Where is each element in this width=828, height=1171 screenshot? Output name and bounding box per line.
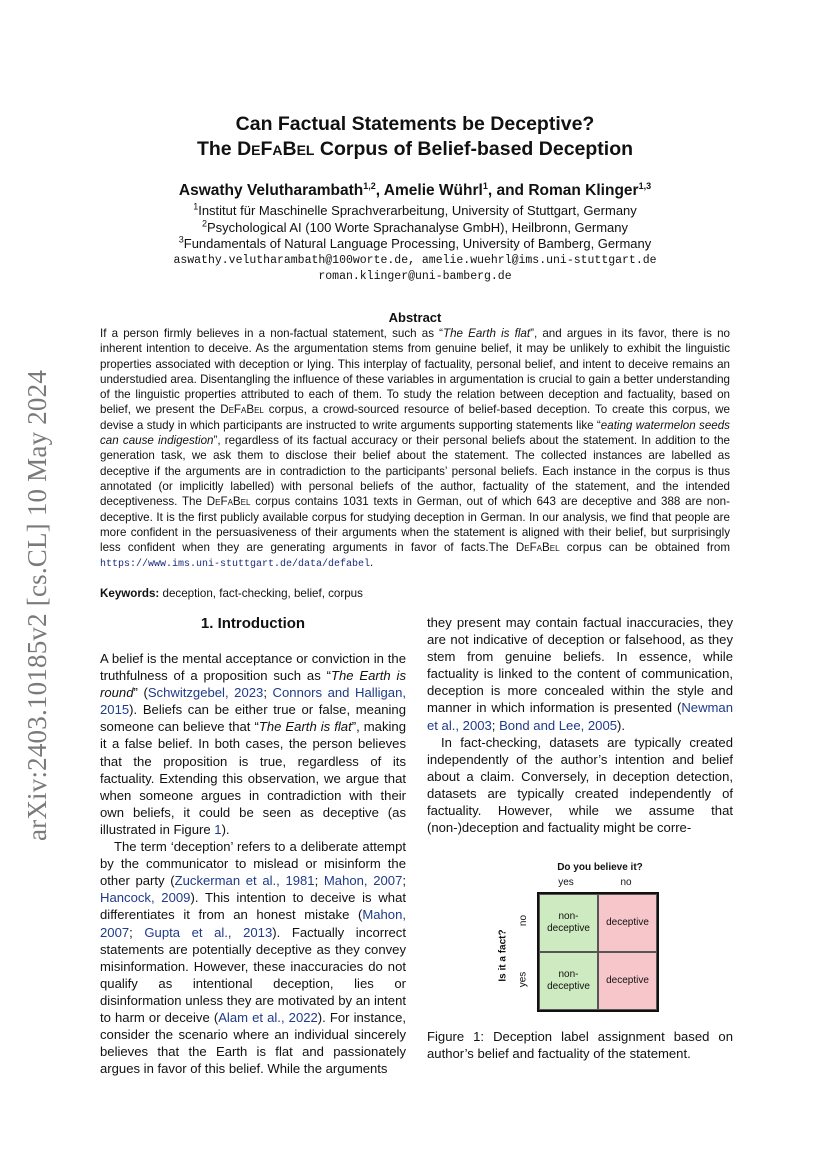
citation-link[interactable]: Mahon, 2007 (323, 873, 403, 889)
affiliation-sup: 3 (178, 234, 184, 245)
keywords-label: Keywords: (100, 587, 160, 600)
corpus-name: DeFaBel (206, 495, 251, 509)
abstract-span: corpus, a crowd-sourced resource of belief-based deception. To create this corpus, we devise a study in which participants are instructed to write arguments supporting statements like “ (100, 403, 730, 432)
cell-fact-believed: non-deceptive (539, 952, 598, 1010)
text-span: ” ( (133, 685, 148, 701)
text-span: ). Factually incorrect statements are potentially deceptive as they convey misinformation. However, these inaccuracies do not qualify as intentional deception, lies or disinformation unless they are motivated by an intent to harm or deceive ( (100, 924, 406, 1025)
keywords (100, 587, 730, 600)
paragraph (100, 838, 406, 1077)
text-span: ; (263, 685, 273, 701)
abstract-italic: eating watermelon seeds can cause indigestion (100, 418, 730, 448)
author-name: Roman Klinger (528, 182, 639, 199)
author-separator: , (375, 182, 384, 199)
text-span: ; (402, 873, 406, 889)
citation-link[interactable]: Connors and Halligan, 2015 (100, 685, 406, 718)
abstract-span: corpus contains 1031 texts in German, out of which 643 are deceptive and 388 are non-deceptive. It is the first publicly available corpus for studying deception in German. In our analysis, we find that people are more confident in the persuasiveness of their arguments when the statement is aligned with their belief, but surprisingly less confident when they are generating arguments in favor of facts.The (100, 495, 730, 555)
affiliation (100, 220, 730, 237)
title-prefix: The (196, 138, 238, 160)
figure-question: Do you believe it? (557, 862, 643, 873)
abstract-italic: The Earth is flat (443, 327, 531, 340)
title-line-2 (100, 137, 730, 162)
paragraph (100, 650, 406, 838)
author-affil-sup: 1 (482, 180, 488, 191)
row-label-no: no (518, 914, 530, 927)
citation-link[interactable]: Mahon, 2007 (100, 907, 406, 940)
author-name: Amelie Wührl (383, 182, 483, 199)
affiliation-sup: 2 (201, 218, 207, 229)
title-line-1: Can Factual Statements be Deceptive? (235, 113, 595, 135)
row-label-yes: yes (517, 971, 529, 988)
text-span: ; (129, 924, 145, 940)
author-name: Aswathy Velutharambath (178, 182, 364, 199)
cell-no-fact-believed: non-deceptive (539, 894, 598, 952)
dataset-url-link[interactable]: https://www.ims.uni-stuttgart.de/data/defabel (100, 559, 371, 571)
affiliation-text: Fundamentals of Natural Language Processing, University of Bamberg, Germany (183, 236, 652, 251)
section-heading: 1. Introduction (200, 615, 306, 632)
figure-caption: Figure 1: Deception label assignment based on author’s belief and factuality of the statement. (427, 1029, 733, 1061)
author-list (100, 182, 730, 200)
citation-link[interactable]: Zuckerman et al., 1981 (174, 873, 315, 889)
italic-span: The Earth is flat (258, 719, 352, 735)
arxiv-identifier (20, 355, 56, 855)
citation-link[interactable]: Newman et al., 2003 (427, 700, 733, 733)
abstract-span: . (370, 556, 374, 570)
email-line: aswathy.velutharambath@100worte.de, amelie.wuehrl@ims.uni-stuttgart.de (173, 253, 657, 267)
corpus-name: DeFaBel (237, 138, 315, 160)
figure-ref-link[interactable]: 1 (214, 821, 222, 837)
text-span: ). Beliefs can be either true or false, meaning someone can believe that “ (100, 702, 406, 735)
affiliation-sup: 1 (193, 201, 199, 212)
author-separator: , and (487, 182, 529, 199)
abstract-span: ”, and argues in its favor, there is no inherent intention to deceive. As the argumentation stems from genuine belief, it may be unlikely to exhibit the linguistic properties associated with deception or lying. This interplay of factuality, personal belief, and intent to deceive remains an understudied area. Disentangling the influence of these variables in argumentation is crucial to gain a better understanding of the linguistic properties attributed to each of them. To study the relation between deception and factuality, based on belief, we present the (100, 327, 730, 417)
text-span: ). This intention to deceive is what differentiates it from an honest mistake ( (100, 890, 406, 923)
keywords-text: deception, fact-checking, belief, corpus (159, 587, 363, 600)
abstract-span: corpus can be obtained from (559, 541, 730, 555)
title-suffix: Corpus of Belief-based Deception (314, 138, 634, 160)
arxiv-id-text: arXiv:2403.10185v2 [cs.CL] 10 May 2024 (22, 369, 53, 841)
abstract-span: If a person firmly believes in a non-factual statement, such as “ (100, 327, 444, 340)
citation-link[interactable]: Schwitzgebel, 2023 (147, 685, 264, 701)
text-span: ). (221, 821, 230, 837)
paper-title (100, 112, 730, 162)
paragraph (427, 614, 733, 734)
corpus-name: DeFaBel (220, 403, 264, 417)
affiliation-text: Psychological AI (100 Worte Sprachanalyse GmbH), Heilbronn, Germany (207, 219, 629, 235)
left-column (100, 612, 406, 1077)
text-span: ). For instance, consider the scenario where an individual sincerely believes that the Earth is flat and passionately argues in favor of this belief. While the arguments (100, 1009, 407, 1077)
figure-belief-matrix (495, 862, 695, 1002)
text-span: The term ‘deception’ refers to a deliberate attempt by the communicator to mislead or misinform the other party ( (100, 839, 406, 889)
text-span: ; (491, 717, 500, 733)
affiliation (100, 236, 730, 253)
email-line: roman.klinger@uni-bamberg.de (318, 270, 512, 283)
row-axis-label: Is it a fact? (497, 929, 509, 982)
cell-fact-not-believed: deceptive (598, 952, 657, 1010)
citation-link[interactable]: Gupta et al., 2013 (144, 924, 273, 940)
abstract-heading: Abstract (388, 310, 442, 325)
column-label-no: no (620, 877, 632, 888)
abstract-span: ”, regardless of its factual accuracy or their personal beliefs about the statement. In addition to the generation task, we ask them to disclose their belief about the statement. The collected instances are labelled as deceptive if the arguments are in contradiction to the participants’ personal beliefs. Each instance in the corpus is thus annotated (or implicitly labelled) with personal beliefs of the author, factuality of the statement, and the intended deceptiveness. The (100, 434, 730, 509)
text-span: they present may contain factual inaccuracies, they are not indicative of deception or falsehood, as they stem from genuine beliefs. In essence, while factuality is linked to the content of communication, deception is more concealed within the style and manner in which information is presented ( (427, 615, 733, 716)
text-span: ; (314, 873, 324, 889)
label-matrix (537, 892, 659, 1012)
abstract-text (100, 326, 730, 573)
column-label-yes: yes (558, 877, 574, 888)
citation-link[interactable]: Bond and Lee, 2005 (499, 717, 618, 733)
text-span: A belief is the mental acceptance or conviction in the truthfulness of a proposition such as “ (100, 651, 406, 684)
citation-link[interactable]: Hancock, 2009 (100, 890, 191, 906)
cell-no-fact-not-believed: deceptive (598, 894, 657, 952)
affiliation (100, 203, 730, 220)
text-span: ). (617, 717, 626, 733)
text-span: ”, making it a false belief. In both cases, the person believes that the proposition is true, regardless of its factuality. Extending this observation, we argue that when someone argues in contradiction with their own beliefs, it could be seen as deceptive (as illustrated in Figure (100, 719, 406, 837)
corpus-name: DeFaBel (515, 541, 560, 555)
affiliations (100, 203, 730, 286)
italic-span: The Earth is round (100, 668, 407, 701)
affiliation-text: Institut für Maschinelle Sprachverarbeitung, University of Stuttgart, Germany (198, 203, 637, 218)
author-affil-sup: 1,2 (363, 180, 376, 191)
right-column (427, 614, 733, 836)
citation-link[interactable]: Alam et al., 2022 (218, 1009, 318, 1025)
paragraph: In fact-checking, datasets are typically created independently of the author’s intention and belief about a claim. Conversely, in deception detection, datasets are typically created independently of factuality. However, while we assume that (non-)deception and factuality might be corre- (427, 734, 733, 836)
author-affil-sup: 1,3 (638, 180, 652, 191)
